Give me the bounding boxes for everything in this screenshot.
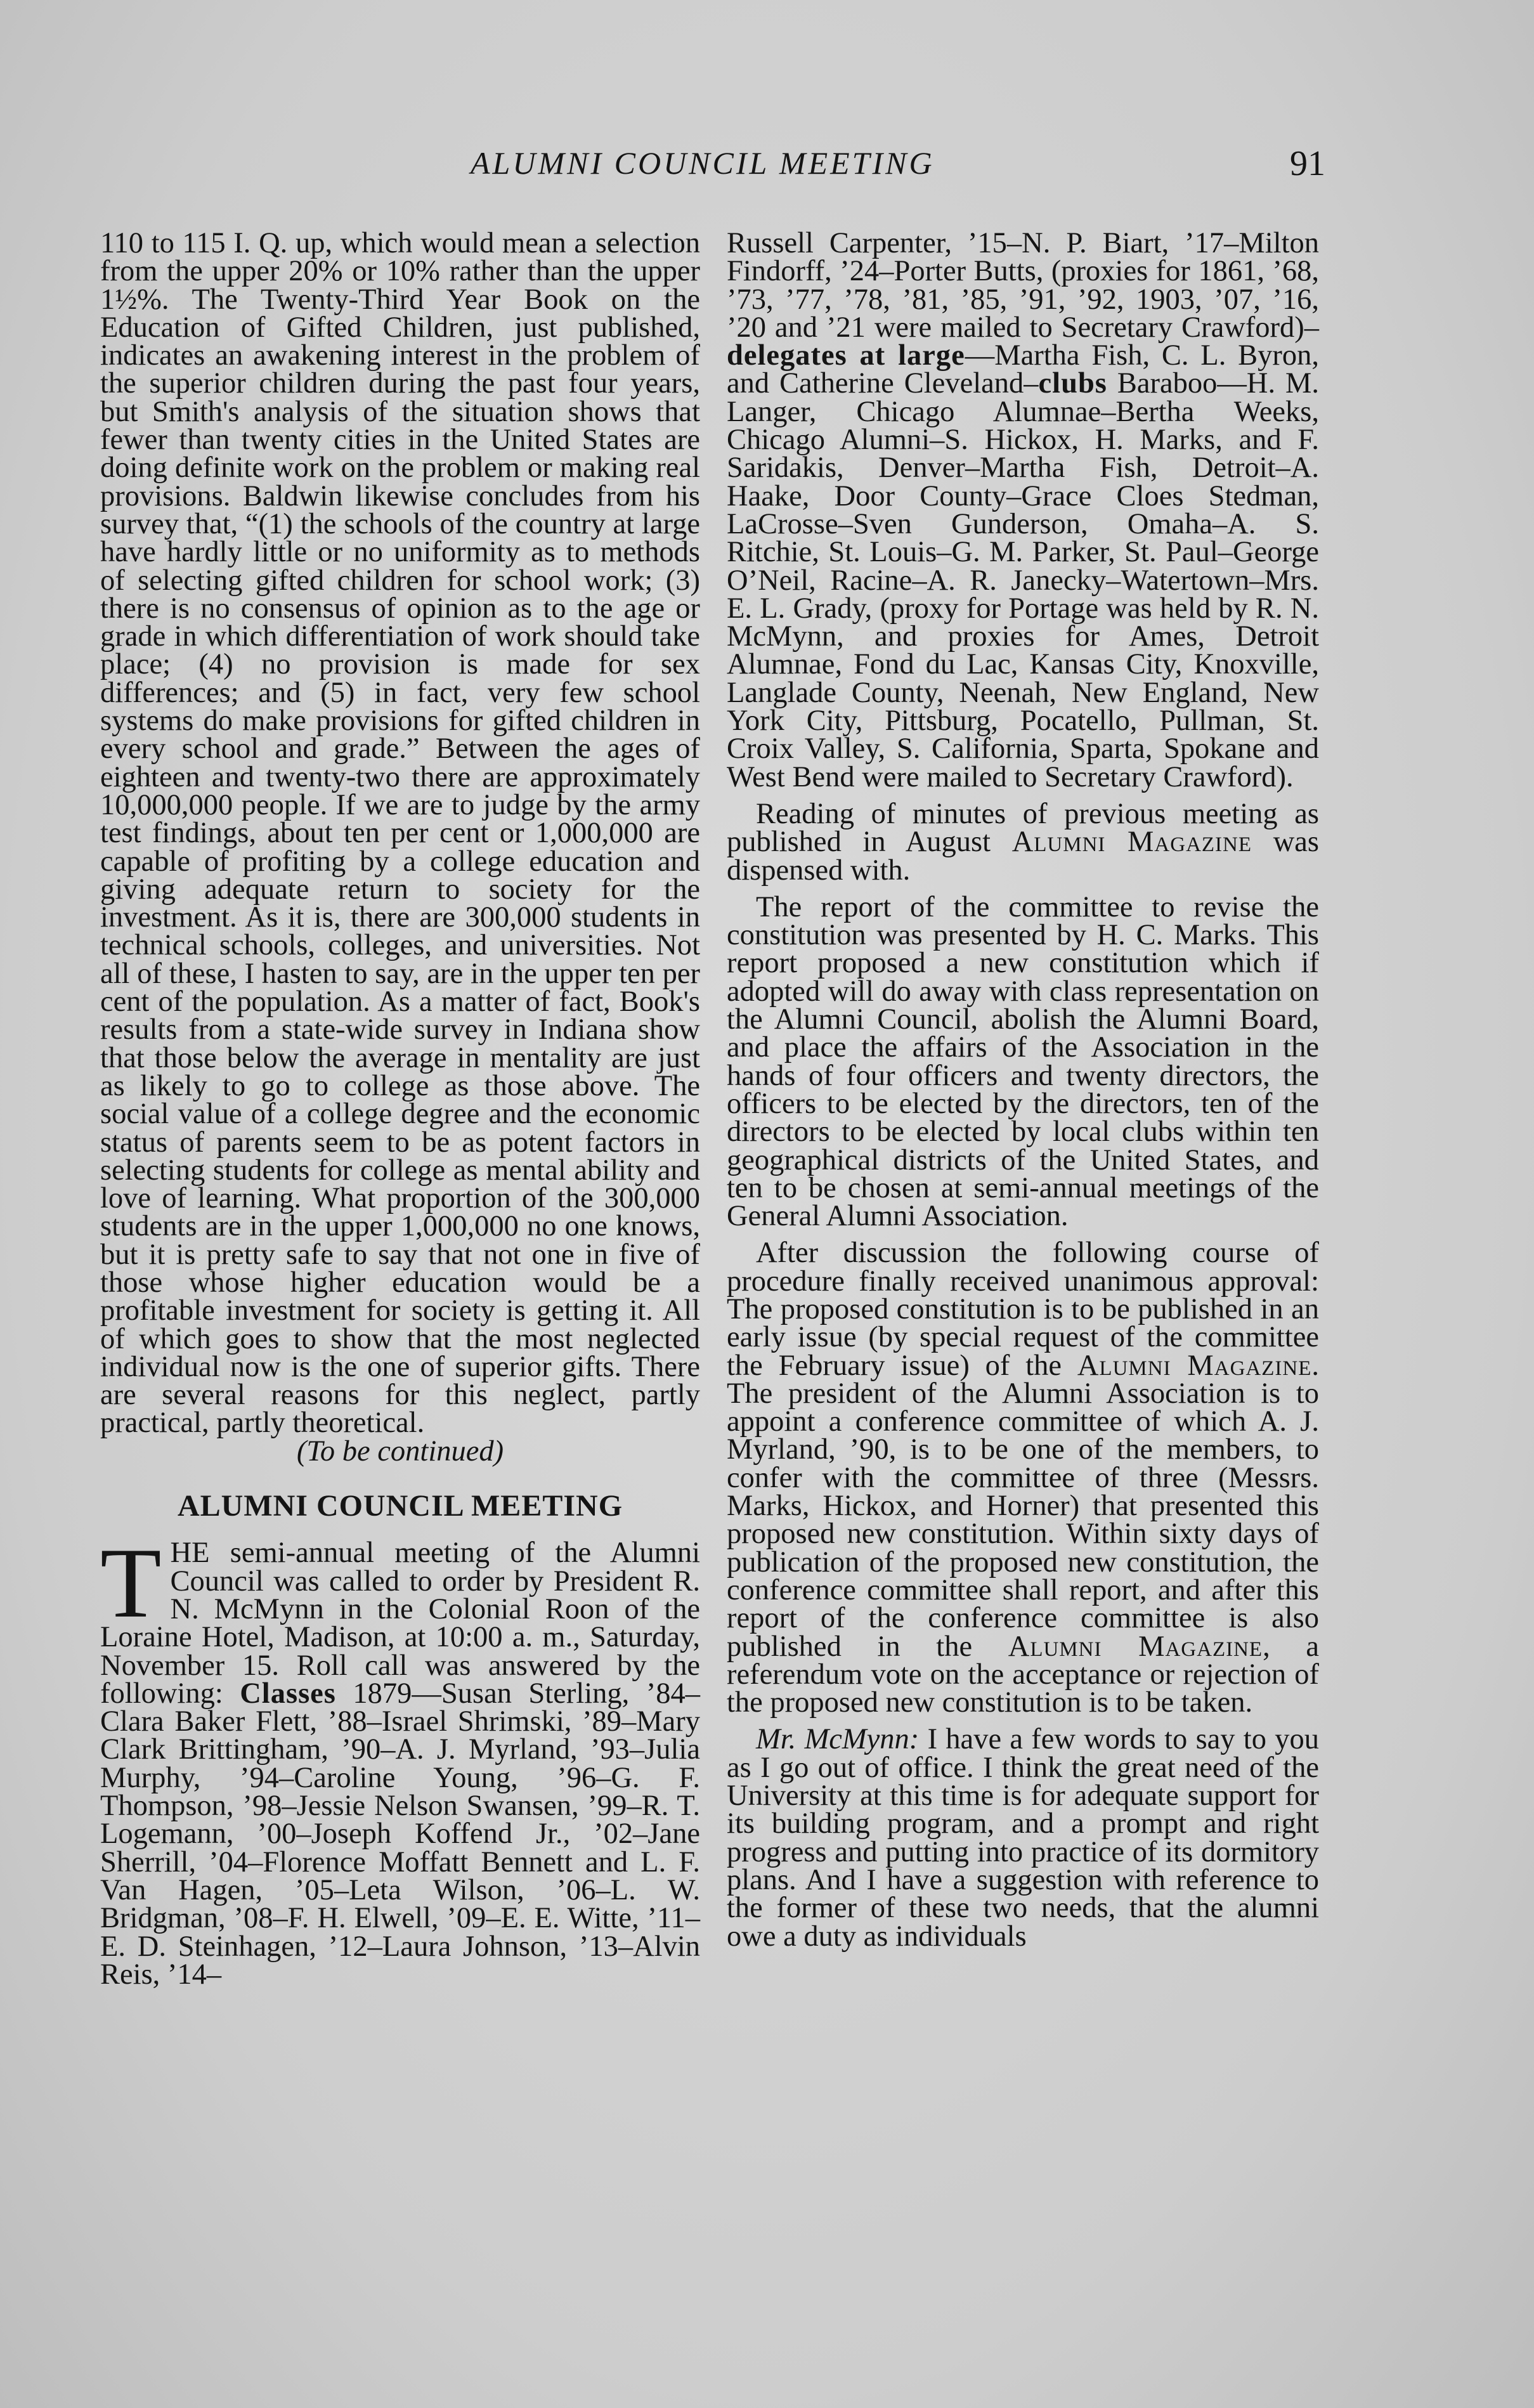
- section-heading: ALUMNI COUNCIL MEETING: [177, 1489, 623, 1523]
- speaker-name: Mr. McMynn:: [756, 1723, 920, 1756]
- procedure-text-3: , a referendum vote on the acceptance or rejection of the proposed new constitution is to be taken.: [727, 1630, 1319, 1719]
- clubs-label: clubs: [1038, 367, 1107, 400]
- minutes-text-before: Reading of minutes of previous meeting as published in August: [727, 797, 1319, 859]
- continued-article-text: 110 to 115 I. Q. up, which would mean a selection from the upper 20% or 10% rather than the upper 1½%. The Twenty-Third Year Book on the Education of Gifted Children, just published, indicates an awakening interest in the problem of the superior children during the past four years, but Smith's analysis of the situation shows that fewer than twenty cities in the United States are doing definite work on the problem or making real provisions. Baldwin likewise concludes from his survey that, “(1) the schools of the country at large have hardly little or no uniformity as to methods of selecting gifted children for school work; (3) there is no consensus of opinion as to the age or grade in which differentiation of work should take place; (4) no provision is made for sex differences; and (5) in fact, very few school systems do make provisions for gifted children in every school and grade.” Between the ages of eighteen and twenty-two there are approximately 10,000,000 people. If we are to judge by the army test findings, about ten per cent or 1,000,000 are capable of profiting by a college education and giving adequate return to society for the investment. As it is, there are 300,000 students in technical schools, colleges, and universities. Not all of these, I hasten to say, are in the upper ten per cent of the population. As a matter of fact, Book's results from a state-wide survey in Indiana show that those below the average in mentality are just as likely to go to college as those above. The social value of a college degree and the economic status of parents seem to be as potent factors in selecting students for college as mental ability and love of learning. What proportion of the 300,000 students are in the upper 1,000,000 no one knows, but it is pretty safe to say that not one in five of those whose higher education would be a profitable investment for society is getting it. All of which goes to show that the most neglected individual now is the one of superior gifts. There are several reasons for this neglect, partly practical, partly theoretical.: [100, 227, 700, 1440]
- procedure-paragraph: [727, 1239, 1319, 1717]
- delegates-label: delegates at large: [727, 339, 965, 372]
- drop-cap: T: [100, 1528, 162, 1639]
- right-column: [727, 227, 1320, 1953]
- delegates-text: —Martha Fish, C. L. Byron, and Catherine Cleveland–: [727, 339, 1319, 400]
- article-opening-text: HE semi-annual meeting of the Alumni Council was called to order by President R. N. McMynn in the Colonial Roon of the Loraine Hotel, Madison, at 10:00 a. m., Saturday, November 15. Roll call was answered by the following:: [100, 1537, 700, 1710]
- roll-call-continued: Russell Carpenter, ’15–N. P. Biart, ’17–Milton Findorff, ’24–Porter Butts, (proxies for 1861, ’68, ’73, ’77, ’78, ’81, ’85, ’91, ’92, 1903, ’07, ’16, ’20 and ’21 were mailed to Secretary Crawford)–: [727, 227, 1319, 344]
- classes-label: Classes: [240, 1677, 336, 1710]
- running-head: ALUMNI COUNCIL MEETING: [471, 145, 935, 181]
- minutes-text-after: was dispensed with.: [727, 826, 1320, 887]
- to-be-continued-note: (To be continued): [296, 1435, 504, 1468]
- page-number: 91: [1290, 144, 1325, 183]
- roll-call-paragraph: [727, 227, 1319, 793]
- constitution-report-paragraph: The report of the committee to revise the constitution was presented by H. C. Marks. This report proposed a new constitution which if adopted will do away with class representation on the Alumni Council, abolish the Alumni Board, and place the affairs of the Association in the hands of four officers and twenty directors, the officers to be elected by the directors, ten of the directors to be elected by local clubs within ten geographical districts of the United States, and ten to be chosen at semi-annual meetings of the General Alumni Association.: [727, 890, 1319, 1233]
- speech-paragraph: [727, 1723, 1319, 1953]
- magazine-name: Alumni Magazine: [1008, 1630, 1263, 1663]
- magazine-name: Alumni Magazine: [1011, 826, 1252, 859]
- left-column: [100, 227, 701, 1991]
- speech-text: I have a few words to say to you as I go out of office. I think the great need of the University at this time is for adequate support for its building program, and a prompt and right progress and putting into practice of its dormitory plans. And I have a suggestion with reference to the former of these two needs, that the alumni owe a duty as individuals: [727, 1723, 1319, 1953]
- procedure-text-1: After discussion the following course of procedure finally received unanimous approval: The proposed constitution is to be published in an early issue (by special request of the committee the February issue) of the: [727, 1237, 1319, 1382]
- minutes-paragraph: [727, 797, 1320, 887]
- procedure-text-2: . The president of the Alumni Association is to appoint a conference committee of which A. J. Myrland, ’90, is to be one of the members, to confer with the committee of three (Messrs. Marks, Hickox, and Horner) that presented this proposed new constitution. Within sixty days of publication of the proposed new constitution, the conference committee shall report, and after this report of the conference committee is also published in the: [727, 1349, 1319, 1663]
- magazine-name: Alumni Magazine: [1077, 1349, 1312, 1382]
- clubs-text: Baraboo—H. M. Langer, Chicago Alumnae–Bertha Weeks, Chicago Alumni–S. Hickox, H. Marks, and F. Saridakis, Denver–Martha Fish, Detroit–A. Haake, Door County–Grace Cloes Stedman, LaCrosse–Sven Gunderson, Omaha–A. S. Ritchie, St. Louis–G. M. Parker, St. Paul–George O’Neil, Racine–A. R. Janecky–Watertown–Mrs. E. L. Grady, (proxy for Portage was held by R. N. McMynn, and proxies for Ames, Detroit Alumnae, Fond du Lac, Kansas City, Knoxville, Langlade County, Neenah, New England, New York City, Pittsburg, Pocatello, Pullman, St. Croix Valley, S. California, Sparta, Spokane and West Bend were mailed to Secretary Crawford).: [727, 367, 1319, 793]
- classes-roll-call: 1879—Susan Sterling, ’84–Clara Baker Flett, ’88–Israel Shrimski, ’89–Mary Clark Brittingham, ’90–A. J. Myrland, ’93–Julia Murphy, ’94–Caroline Young, ’96–G. F. Thompson, ’98–Jessie Nelson Swansen, ’99–R. T. Logemann, ’00–Joseph Koffend Jr., ’02–Jane Sherrill, ’04–Florence Moffatt Bennett and L. F. Van Hagen, ’05–Leta Wilson, ’06–L. W. Bridgman, ’08–F. H. Elwell, ’09–E. E. Witte, ’11–E. D. Steinhagen, ’12–Laura Johnson, ’13–Alvin Reis, ’14–: [100, 1677, 701, 1991]
- article-opening-paragraph: [100, 1528, 701, 1991]
